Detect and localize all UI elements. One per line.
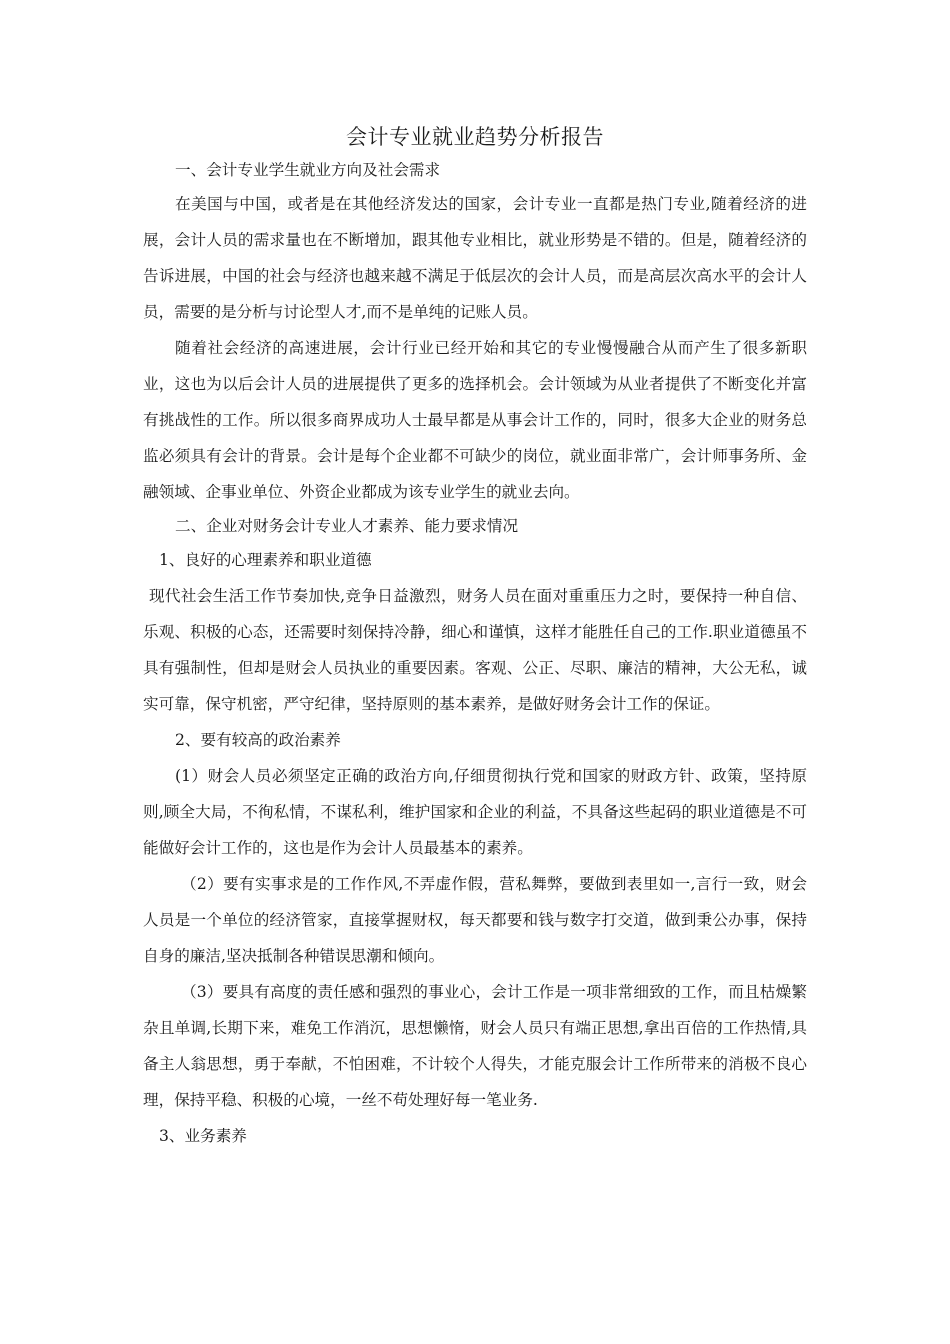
paragraph-3: 现代社会生活工作节奏加快,竞争日益激烈，财务人员在面对重重压力之时，要保持一种自信、乐观、积极的心态，还需要时刻保持冷静，细心和谨慎，这样才能胜任自己的工作.职业道德虽不具有强制性，但却是财会人员执业的重要因素。客观、公正、尽职、廉洁的精神，大公无私，诚实可靠，保守机密，严守纪律，坚持原则的基本素养，是做好财务会计工作的保证。: [143, 587, 807, 713]
document-body: [143, 120, 807, 1154]
paragraph-5: （2）要有实事求是的工作作风,不弄虚作假，营私舞弊，要做到表里如一,言行一致，财会人员是一个单位的经济管家，直接掌握财权，每天都要和钱与数字打交道，做到秉公办事，保持自身的廉洁,坚决抵制各种错误思潮和倾向。: [143, 875, 807, 965]
paragraph-4: (1）财会人员必须坚定正确的政治方向,仔细贯彻执行党和国家的财政方针、政策，坚持原则,顾全大局，不徇私情，不谋私利，维护国家和企业的利益，不具备这些起码的职业道德是不可能做好会计工作的，这也是作为会计人员最基本的素养。: [143, 767, 807, 857]
paragraph-1: 在美国与中国，或者是在其他经济发达的国家，会计专业一直都是热门专业,随着经济的进展，会计人员的需求量也在不断增加，跟其他专业相比，就业形势是不错的。但是，随着经济的告诉进展，中国的社会与经济也越来越不满足于低层次的会计人员，而是高层次高水平的会计人员，需要的是分析与讨论型人才,而不是单纯的记账人员。: [143, 195, 807, 321]
subsection-heading-1: 1、良好的心理素养和职业道德: [159, 551, 372, 569]
paragraph-2: 随着社会经济的高速进展，会计行业已经开始和其它的专业慢慢融合从而产生了很多新职业，这也为以后会计人员的进展提供了更多的选择机会。会计领域为从业者提供了不断变化并富有挑战性的工作。所以很多商界成功人士最早都是从事会计工作的，同时，很多大企业的财务总监必须具有会计的背景。会计是每个企业都不可缺少的岗位，就业面非常广，会计师事务所、金融领域、企事业单位、外资企业都成为该专业学生的就业去向。: [143, 339, 807, 501]
document-title: 会计专业就业趋势分析报告: [346, 125, 604, 149]
section-heading-1: 一、会计专业学生就业方向及社会需求: [175, 161, 441, 179]
paragraph-6: （3）要具有高度的责任感和强烈的事业心，会计工作是一项非常细致的工作，而且枯燥繁杂且单调,长期下来，难免工作消沉，思想懒惰，财会人员只有端正思想,拿出百倍的工作热情,具备主人翁思想，勇于奉献，不怕困难，不计较个人得失，才能克服会计工作所带来的消极不良心理，保持平稳、积极的心境，一丝不苟处理好每一笔业务.: [143, 983, 807, 1109]
subsection-heading-3: 3、业务素养: [159, 1127, 247, 1145]
subsection-heading-2: 2、要有较高的政治素养: [175, 731, 341, 749]
section-heading-2: 二、企业对财务会计专业人才素养、能力要求情况: [175, 517, 519, 535]
